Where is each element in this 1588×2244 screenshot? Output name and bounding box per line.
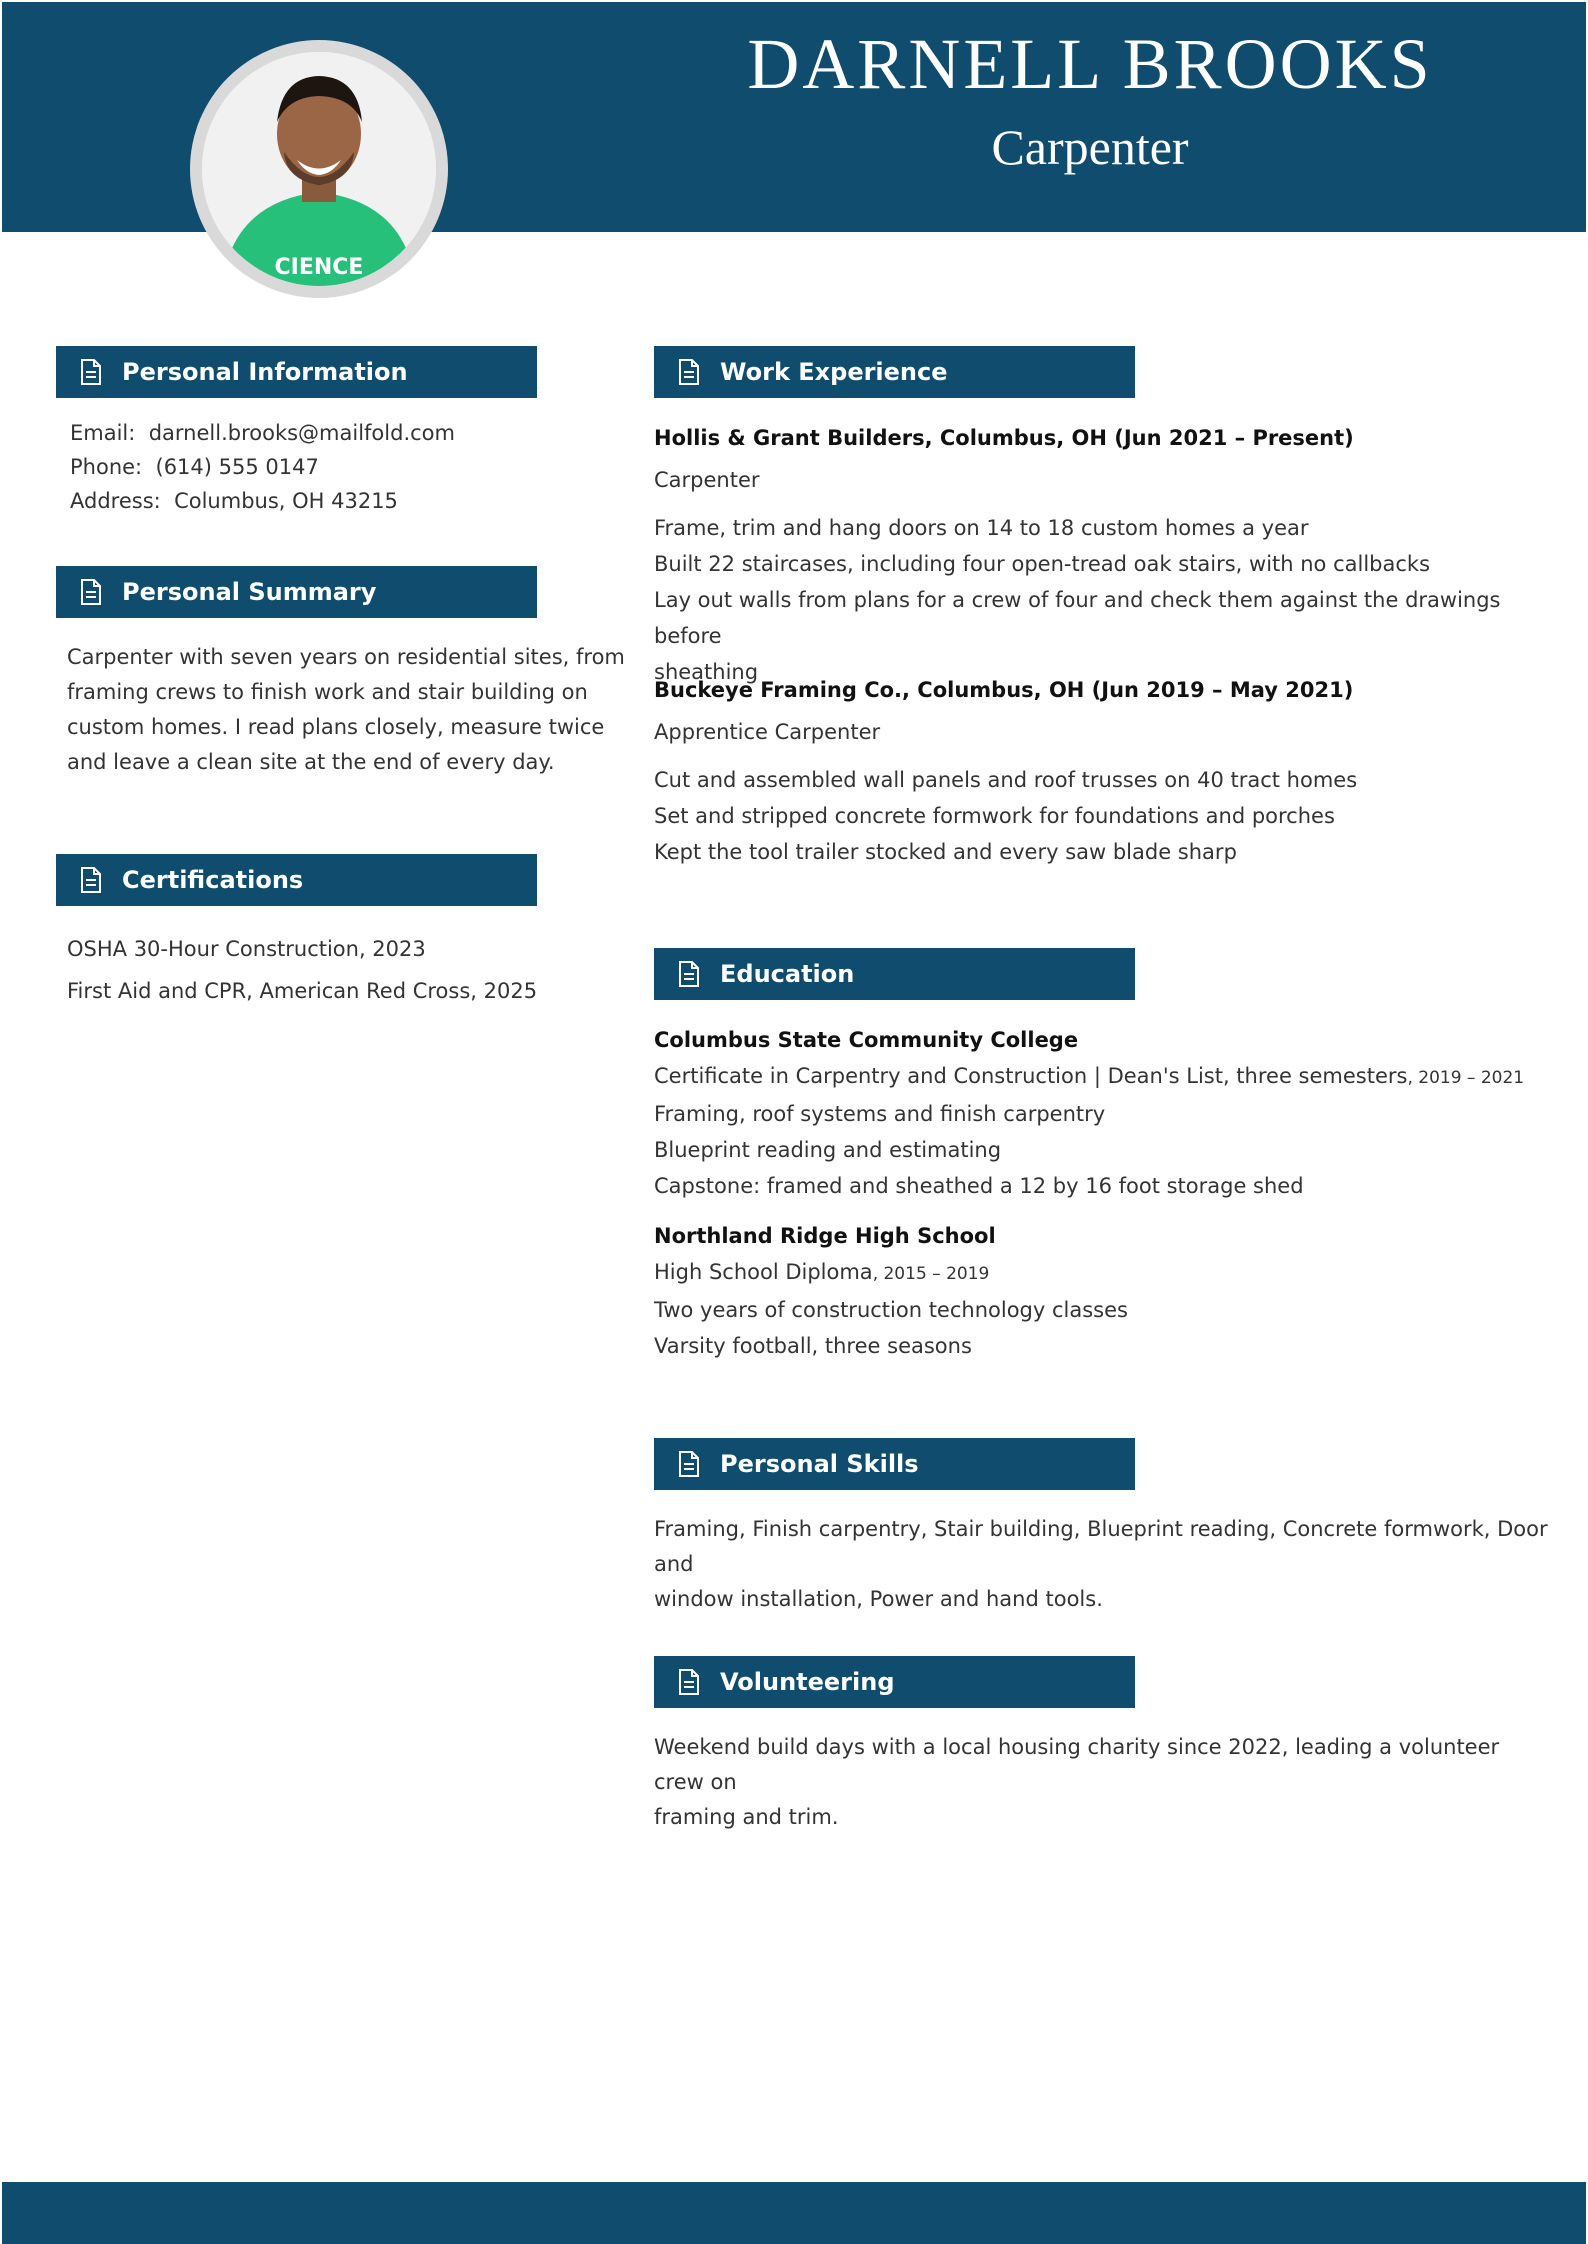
school-detail: Blueprint reading and estimating (654, 1138, 1002, 1162)
document-icon (80, 579, 102, 605)
summary-text (67, 640, 625, 780)
section-title: Education (720, 960, 855, 988)
school-name: Columbus State Community College (654, 1028, 1079, 1052)
email-row (70, 416, 455, 450)
summary-header (56, 566, 537, 618)
school-dates: , 2019 – 2021 (1407, 1068, 1525, 1088)
education-entry (654, 1218, 1544, 1364)
job-heading: Buckeye Framing Co., Columbus, OH (Jun 2019 – May 2021) (654, 678, 1354, 702)
section-title: Personal Skills (720, 1450, 919, 1478)
address-value: Columbus, OH 43215 (174, 489, 398, 513)
phone-value: (614) 555 0147 (155, 455, 319, 479)
section-title: Work Experience (720, 358, 948, 386)
certification-item: OSHA 30-Hour Construction, 2023 (67, 937, 426, 961)
address-label: Address: (70, 489, 161, 513)
document-icon (80, 867, 102, 893)
job-bullet: Lay out walls from plans for a crew of four and check them against the drawings before (654, 588, 1501, 648)
email-label: Email: (70, 421, 136, 445)
address-row (70, 484, 455, 518)
skills-text (654, 1512, 1554, 1617)
school-degree-row (654, 1254, 1544, 1292)
section-title: Volunteering (720, 1668, 895, 1696)
education-header (654, 948, 1135, 1000)
candidate-role: Carpenter (991, 119, 1189, 175)
job-entry (654, 672, 1544, 870)
school-degree: Certificate in Carpentry and Construction | Dean's List, three semesters (654, 1064, 1408, 1088)
job-bullet: Built 22 staircases, including four open-tread oak stairs, with no callbacks (654, 552, 1431, 576)
footer-banner (2, 2182, 1586, 2244)
section-title: Personal Summary (122, 578, 377, 606)
school-detail: Two years of construction technology classes (654, 1298, 1128, 1322)
volunteering-text (654, 1730, 1554, 1835)
education-entry (654, 1022, 1544, 1204)
certifications-header (56, 854, 537, 906)
job-bullet: sheathing (654, 660, 759, 684)
summary-line: framing crews to finish work and stair building on (67, 680, 588, 704)
volunteering-header (654, 1656, 1135, 1708)
phone-row (70, 450, 455, 484)
school-degree: High School Diploma (654, 1260, 873, 1284)
certifications-list (67, 928, 537, 1012)
document-icon (678, 1451, 700, 1477)
portrait-illustration (202, 52, 436, 286)
summary-line: custom homes. I read plans closely, measure twice (67, 715, 605, 739)
document-icon (678, 359, 700, 385)
summary-line: Carpenter with seven years on residential sites, from (67, 645, 625, 669)
school-degree-row (654, 1058, 1544, 1096)
job-entry (654, 420, 1544, 690)
skills-line: window installation, Power and hand tools. (654, 1587, 1103, 1611)
school-dates: , 2015 – 2019 (872, 1264, 990, 1284)
avatar (202, 52, 436, 286)
school-detail: Framing, roof systems and finish carpentry (654, 1102, 1106, 1126)
document-icon (80, 359, 102, 385)
email-value: darnell.brooks@mailfold.com (148, 421, 455, 445)
document-icon (678, 961, 700, 987)
skills-line: Framing, Finish carpentry, Stair building, Blueprint reading, Concrete formwork, Door and (654, 1517, 1548, 1576)
job-heading: Hollis & Grant Builders, Columbus, OH (Jun 2021 – Present) (654, 426, 1354, 450)
school-detail: Varsity football, three seasons (654, 1334, 972, 1358)
job-bullet: Kept the tool trailer stocked and every saw blade sharp (654, 840, 1237, 864)
job-position: Apprentice Carpenter (654, 720, 881, 744)
school-detail: Capstone: framed and sheathed a 12 by 16 foot storage shed (654, 1174, 1304, 1198)
phone-label: Phone: (70, 455, 143, 479)
job-bullet: Cut and assembled wall panels and roof trusses on 40 tract homes (654, 768, 1358, 792)
school-name: Northland Ridge High School (654, 1224, 996, 1248)
document-icon (678, 1669, 700, 1695)
work-experience-header (654, 346, 1135, 398)
section-title: Personal Information (122, 358, 408, 386)
profile-photo (190, 40, 448, 298)
job-bullet: Frame, trim and hang doors on 14 to 18 custom homes a year (654, 516, 1309, 540)
contact-details (70, 416, 455, 518)
job-position: Carpenter (654, 468, 760, 492)
section-title: Certifications (122, 866, 304, 894)
shirt-lettering: CIENCE (274, 255, 364, 280)
volunteering-line: Weekend build days with a local housing charity since 2022, leading a volunteer crew on (654, 1735, 1500, 1794)
certification-item: First Aid and CPR, American Red Cross, 2025 (67, 979, 538, 1003)
personal-info-header (56, 346, 537, 398)
candidate-name: DARNELL BROOKS (747, 24, 1433, 104)
summary-line: and leave a clean site at the end of every day. (67, 750, 555, 774)
volunteering-line: framing and trim. (654, 1805, 839, 1829)
skills-header (654, 1438, 1135, 1490)
job-bullet: Set and stripped concrete formwork for foundations and porches (654, 804, 1335, 828)
